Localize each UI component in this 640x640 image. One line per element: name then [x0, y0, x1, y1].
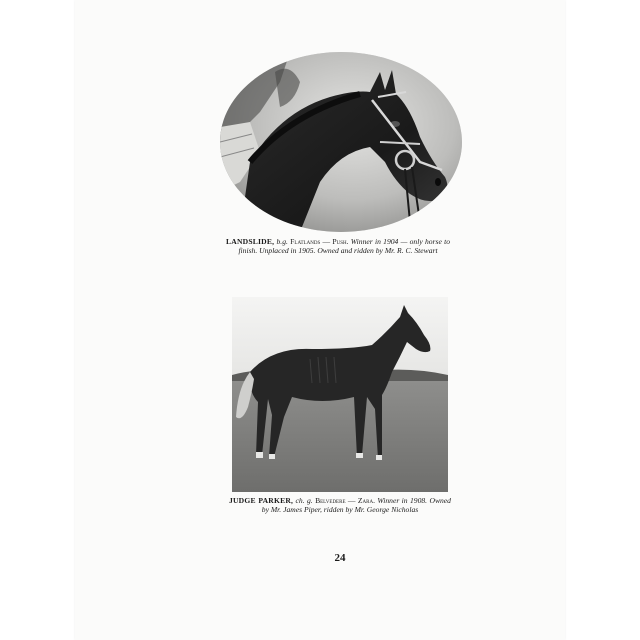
- horse-name: LANDSLIDE,: [226, 237, 275, 246]
- judge-parker-caption: [229, 496, 451, 514]
- horse-breed: b.g.: [276, 237, 288, 246]
- landslide-caption: [226, 237, 450, 255]
- horse-description: Winner in 1908. Owned by Mr. James Piper, ridden by Mr. George Nicholas: [261, 496, 451, 514]
- horse-pedigree: Belvedere — Zara.: [315, 496, 375, 505]
- horse-name: JUDGE PARKER,: [229, 496, 294, 505]
- horse-breed: ch. g.: [295, 496, 313, 505]
- page-number: 24: [334, 552, 346, 564]
- horse-description: Winner in 1904 — only horse to finish. Unplaced in 1905. Owned and ridden by Mr. R. C. Stewart: [238, 237, 451, 255]
- horse-pedigree: Flatlands — Push.: [290, 237, 349, 246]
- judge-parker-photo: [232, 297, 448, 492]
- landslide-portrait-photo: [220, 52, 462, 232]
